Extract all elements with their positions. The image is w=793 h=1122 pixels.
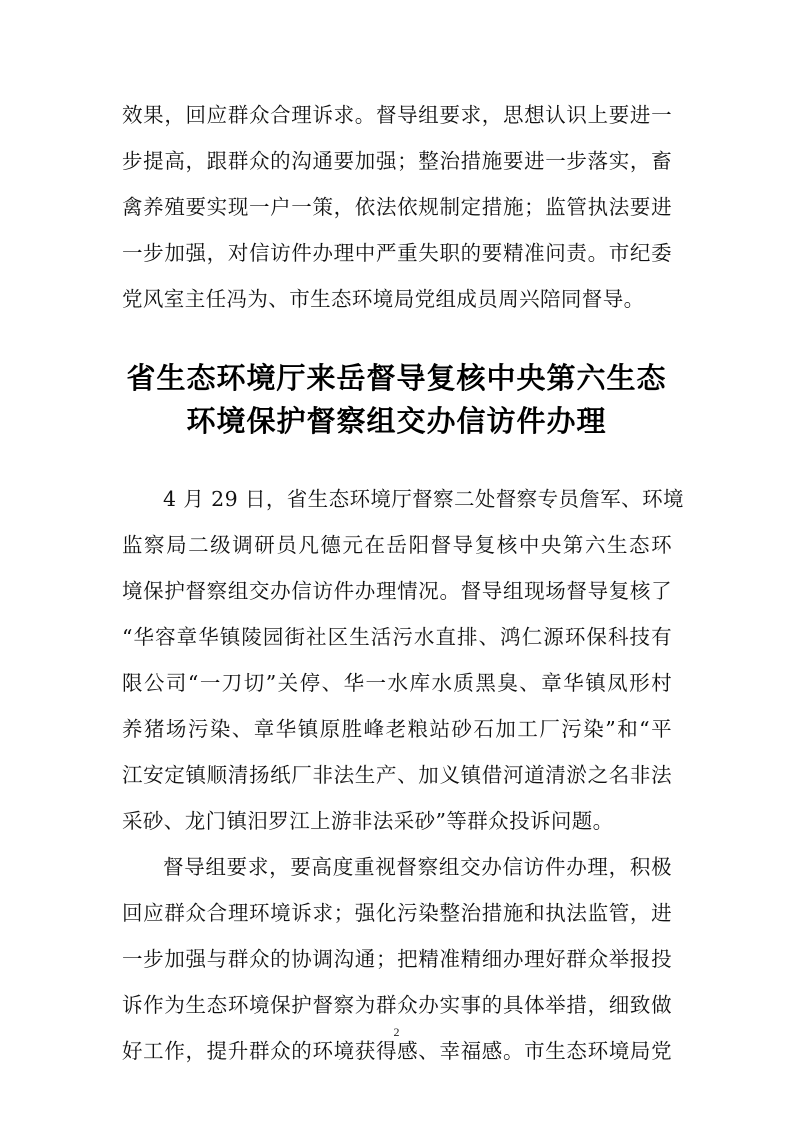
page-number: 2 [393, 1025, 400, 1039]
paragraph-line: 监察局二级调研员凡德元在岳阳督导复核中央第六生态环 [122, 533, 672, 557]
paragraph-line: 效果，回应群众合理诉求。督导组要求，思想认识上要进一 [122, 103, 672, 127]
paragraph-line: 好工作，提升群众的环境获得感、幸福感。市生态环境局党 [122, 1039, 672, 1063]
paragraph-line: 党风室主任冯为、市生态环境局党组成员周兴陪同督导。 [122, 287, 645, 311]
paragraph-line: 步提高，跟群众的沟通要加强；整治措施要进一步落实，畜 [122, 149, 672, 173]
paragraph-line: 禽养殖要实现一户一策，依法依规制定措施；监管执法要进 [122, 195, 672, 219]
article-title-line: 环境保护督察组交办信访件办理 [186, 404, 607, 438]
paragraph-line: 江安定镇顺清扬纸厂非法生产、加义镇借河道清淤之名非法 [122, 763, 672, 787]
paragraph-line: 一步加强，对信访件办理中严重失职的要精准问责。市纪委 [122, 241, 672, 265]
paragraph-line: 4 月 29 日，省生态环境厅督察二处督察专员詹军、环境 [163, 487, 684, 511]
paragraph-line: 限公司“一刀切”关停、华一水库水质黑臭、章华镇凤形村 [122, 671, 672, 695]
paragraph-line: 督导组要求，要高度重视督察组交办信访件办理，积极 [163, 855, 672, 879]
paragraph-line: “华容章华镇陵园街社区生活污水直排、鸿仁源环保科技有 [122, 625, 672, 649]
paragraph-line: 养猪场污染、章华镇原胜峰老粮站砂石加工厂污染”和“平 [122, 717, 672, 741]
paragraph-line: 回应群众合理环境诉求；强化污染整治措施和执法监管，进 [122, 901, 672, 925]
paragraph-line: 采砂、龙门镇汨罗江上游非法采砂”等群众投诉问题。 [122, 809, 614, 833]
paragraph-line: 一步加强与群众的协调沟通；把精准精细办理好群众举报投 [122, 947, 672, 971]
paragraph-line: 诉作为生态环境保护督察为群众办实事的具体举措，细致做 [122, 993, 672, 1017]
article-title-line: 省生态环境厅来岳督导复核中央第六生态 [126, 361, 667, 395]
paragraph-line: 境保护督察组交办信访件办理情况。督导组现场督导复核了 [122, 579, 672, 603]
